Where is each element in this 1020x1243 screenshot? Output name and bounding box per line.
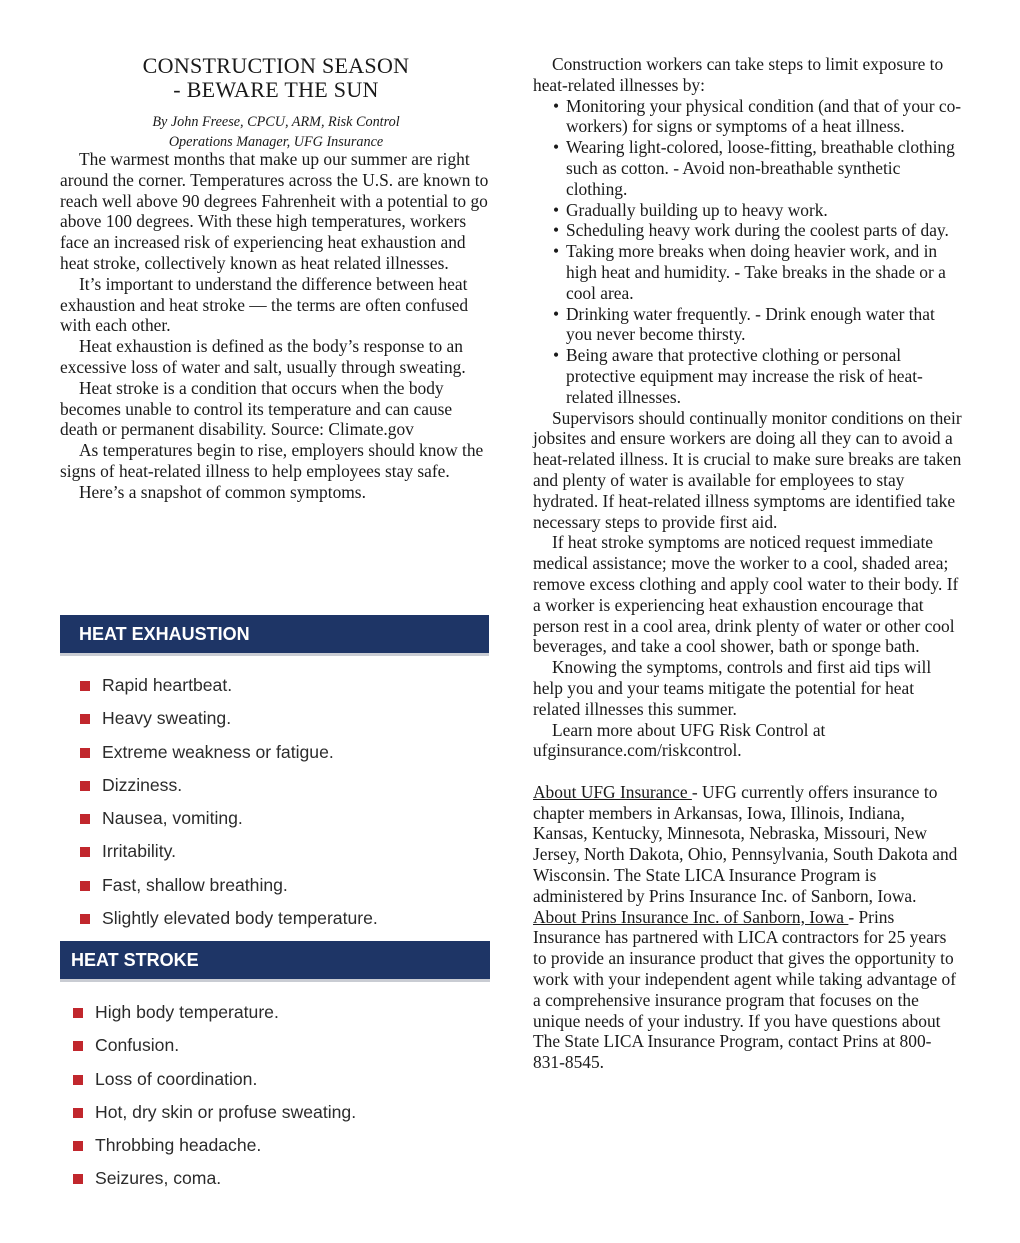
- red-square-bullet-icon: [80, 881, 90, 891]
- list-item: • Scheduling heavy work during the coolest parts of day.: [553, 220, 963, 241]
- steps-intro: Construction workers can take steps to limit exposure to heat-related illnesses by:: [533, 54, 944, 95]
- symptom-text: Throbbing headache.: [95, 1135, 262, 1156]
- symptom-text: Hot, dry skin or profuse sweating.: [95, 1101, 357, 1122]
- list-item: [80, 869, 378, 902]
- list-item: [73, 1063, 356, 1096]
- symptom-text: Rapid heartbeat.: [102, 675, 233, 695]
- list-item: [80, 802, 378, 835]
- red-square-bullet-icon: [80, 847, 90, 857]
- paragraph: As temperatures begin to rise, employers should know the signs of heat-related illness to help employees stay safe.: [60, 440, 484, 481]
- list-item: • Wearing light-colored, loose-fitting, breathable clothing such as cotton. - Avoid non-breathable synthetic clothing.: [553, 137, 963, 199]
- red-square-bullet-icon: [80, 748, 90, 758]
- red-square-bullet-icon: [73, 1075, 83, 1085]
- red-square-bullet-icon: [80, 714, 90, 724]
- paragraph: If heat stroke symptoms are noticed request immediate medical assistance; move the worker to a cool, shaded area; remove excess clothing and apply cool water to their body. If a worker is experiencing heat exhaustion encourage that person rest in a cool area, drink plenty of water or other cool beverages, and take a cool shower, bath or sponge bath.: [533, 532, 959, 657]
- byline: [60, 112, 492, 152]
- symptom-text: Loss of coordination.: [95, 1068, 258, 1089]
- list-item: • Gradually building up to heavy work.: [553, 200, 963, 221]
- red-square-bullet-icon: [80, 681, 90, 691]
- intro-text: [60, 149, 492, 503]
- list-item: • Monitoring your physical condition (and that of your co-workers) for signs or symptoms of a heat illness.: [553, 96, 963, 138]
- byline-line-2: Operations Manager, UFG Insurance: [168, 134, 384, 150]
- symptom-text: High body temperature.: [95, 1002, 279, 1022]
- list-item: [80, 702, 378, 735]
- list-item: • Being aware that protective clothing or personal protective equipment may increase the risk of heat-related illnesses.: [553, 345, 963, 407]
- symptom-text: Heavy sweating.: [102, 708, 232, 729]
- paragraph: It’s important to understand the difference between heat exhaustion and heat stroke — the terms are often confused with each other.: [60, 273, 469, 336]
- list-item: [80, 835, 378, 868]
- list-item: [73, 1162, 356, 1195]
- list-item: [73, 1096, 356, 1129]
- byline-line-1: By John Freese, CPCU, ARM, Risk Control: [152, 114, 400, 130]
- paragraph: Learn more about UFG Risk Control at ufginsurance.com/riskcontrol.: [533, 719, 826, 761]
- paragraph: Heat exhaustion is defined as the body’s response to an excessive loss of water and salt, usually through sweating.: [60, 336, 466, 377]
- red-square-bullet-icon: [73, 1008, 83, 1018]
- about-ufg: [533, 782, 963, 907]
- about-ufg-text: - UFG currently offers insurance to chapter members in Arkansas, Iowa, Illinois, Indiana, Kansas, Kentucky, Minnesota, Nebraska, Missouri, New Jersey, North Dakota, Ohio, Pennsylvania, South Dakota and Wisconsin. The State LICA Insurance Program is administered by Prins Insurance Inc. of Sanborn, Iowa.: [533, 781, 958, 906]
- paragraph: Supervisors should continually monitor conditions on their jobsites and ensure workers are doing all they can to avoid a heat-related illness. It is crucial to make sure breaks are taken and plenty of water is available for employees to stay hydrated. If heat-related illness symptoms are identified take necessary steps to provide first aid.: [533, 407, 962, 532]
- symptom-text: Seizures, coma.: [95, 1168, 222, 1189]
- list-item: [80, 669, 378, 702]
- red-square-bullet-icon: [73, 1174, 83, 1184]
- about-prins-text: - Prins Insurance has partnered with LICA contractors for 25 years to provide an insurance product that gives the opportunity to work with your independent agent while taking advantage of a comprehensive insurance program that focuses on the unique needs of your industry. If you have questions about The State LICA Insurance Program, contact Prins at 800-831-8545.: [533, 906, 957, 1073]
- list-item: • Drinking water frequently. - Drink enough water that you never become thirsty.: [553, 304, 963, 346]
- red-square-bullet-icon: [80, 814, 90, 824]
- list-item: [80, 769, 378, 802]
- paragraph: Heat stroke is a condition that occurs when the body becomes unable to control its temperature and can cause death or permanent disability. Source: Climate.gov: [60, 377, 453, 440]
- list-item: • Taking more breaks when doing heavier work, and in high heat and humidity. - Take breaks in the shade or a cool area.: [553, 241, 963, 303]
- about-ufg-label: About UFG Insurance: [533, 781, 692, 802]
- list-item: [73, 1129, 356, 1162]
- right-column: [533, 54, 963, 1073]
- red-square-bullet-icon: [73, 1108, 83, 1118]
- list-item: [80, 902, 378, 935]
- heat-stroke-symptom-list: [73, 996, 356, 1196]
- symptom-text: Nausea, vomiting.: [102, 808, 243, 829]
- paragraph: Here’s a snapshot of common symptoms.: [79, 481, 366, 502]
- red-square-bullet-icon: [73, 1141, 83, 1151]
- red-square-bullet-icon: [80, 781, 90, 791]
- symptom-text: Dizziness.: [102, 774, 183, 795]
- symptom-text: Confusion.: [95, 1035, 180, 1056]
- article-title: [60, 54, 492, 102]
- heat-stroke-heading: HEAT STROKE: [60, 941, 490, 979]
- title-line-2: - BEWARE THE SUN: [173, 77, 379, 102]
- paragraph: Knowing the symptoms, controls and first aid tips will help you and your teams mitigate the potential for heat related illnesses this summer.: [533, 657, 932, 719]
- list-item: [80, 736, 378, 769]
- symptom-text: Fast, shallow breathing.: [102, 874, 288, 895]
- title-line-1: CONSTRUCTION SEASON: [142, 53, 410, 78]
- about-prins: [533, 907, 963, 1073]
- prevention-steps-list: [533, 96, 963, 408]
- heat-exhaustion-symptom-list: [80, 669, 378, 935]
- list-item: [73, 996, 356, 1029]
- list-item: [73, 1029, 356, 1062]
- symptom-text: Extreme weakness or fatigue.: [102, 741, 334, 762]
- red-square-bullet-icon: [73, 1041, 83, 1051]
- heat-exhaustion-heading: HEAT EXHAUSTION: [60, 615, 489, 653]
- symptom-text: Irritability.: [102, 841, 176, 862]
- symptom-text: Slightly elevated body temperature.: [102, 908, 378, 929]
- about-prins-label: About Prins Insurance Inc. of Sanborn, Iowa: [533, 906, 849, 927]
- red-square-bullet-icon: [80, 914, 90, 924]
- left-column: [60, 54, 492, 503]
- paragraph: The warmest months that make up our summer are right around the corner. Temperatures across the U.S. are known to reach well above 90 degrees Fahrenheit with a potential to go above 100 degrees. With these high temperatures, workers face an increased risk of experiencing heat exhaustion and heat stroke, collectively known as heat related illnesses.: [60, 149, 489, 273]
